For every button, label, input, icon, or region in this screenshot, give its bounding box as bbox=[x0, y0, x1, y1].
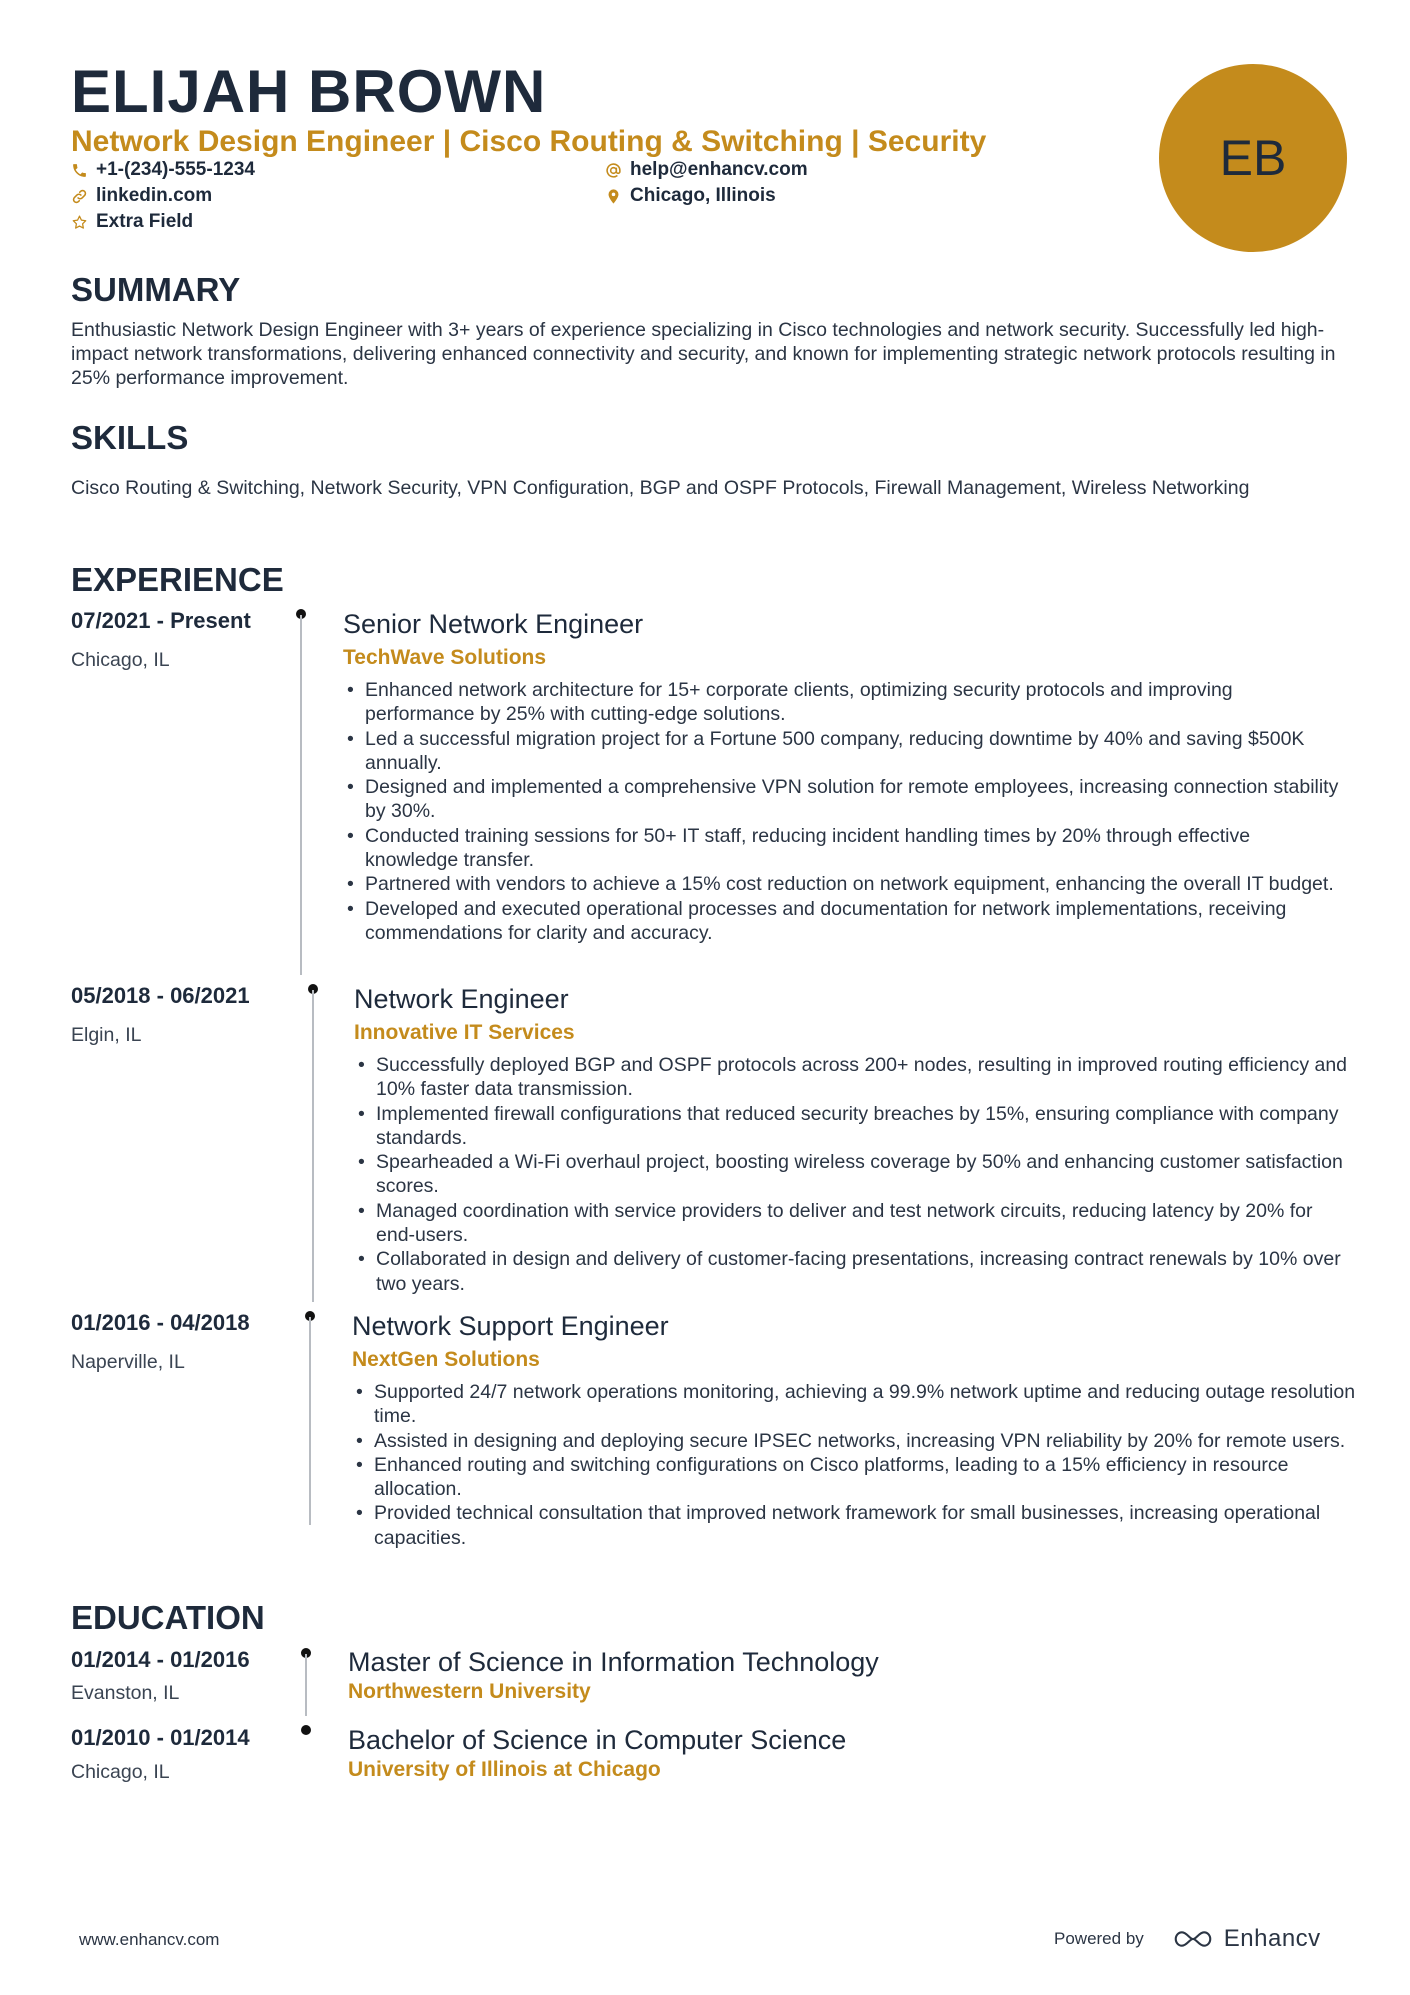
experience-heading: EXPERIENCE bbox=[71, 561, 284, 598]
star-icon bbox=[71, 214, 88, 231]
timeline-line bbox=[305, 1654, 307, 1716]
location-text: Chicago, Illinois bbox=[630, 185, 776, 206]
job-1-bullets bbox=[343, 678, 1343, 945]
edu-1-degree: Master of Science in Information Technology bbox=[348, 1647, 879, 1677]
edu-1-school: Northwestern University bbox=[348, 1680, 591, 1703]
edu-1-dates: 01/2014 - 01/2016 bbox=[71, 1647, 250, 1672]
list-item: • Successfully deployed BGP and OSPF protocols across 200+ nodes, resulting in improved routing efficiency and 10% faster data transmission. bbox=[354, 1053, 1354, 1102]
edu-1-location: Evanston, IL bbox=[71, 1682, 180, 1704]
list-item: • Supported 24/7 network operations monitoring, achieving a 99.9% network uptime and reducing outage resolution time. bbox=[352, 1380, 1362, 1429]
list-item: • Partnered with vendors to achieve a 15% cost reduction on network equipment, enhancing the overall IT budget. bbox=[343, 872, 1343, 896]
link-icon bbox=[71, 188, 88, 205]
job-2-location: Elgin, IL bbox=[71, 1024, 142, 1046]
enhancv-brand: Enhancv bbox=[1223, 1925, 1321, 1952]
education-heading: EDUCATION bbox=[71, 1599, 265, 1636]
contact-email bbox=[605, 158, 808, 182]
list-item: • Assisted in designing and deploying secure IPSEC networks, increasing VPN reliability by 20% for remote users. bbox=[352, 1429, 1362, 1453]
contact-extra bbox=[71, 210, 193, 234]
phone-text: +1-(234)-555-1234 bbox=[96, 159, 255, 180]
list-item: • Enhanced network architecture for 15+ corporate clients, optimizing security protocols and improving performance by 25% with cutting-edge solutions. bbox=[343, 678, 1343, 727]
job-1-dates: 07/2021 - Present bbox=[71, 608, 251, 633]
job-2-company: Innovative IT Services bbox=[354, 1021, 575, 1044]
timeline-line bbox=[309, 1317, 311, 1525]
timeline-line bbox=[312, 990, 314, 1302]
list-item: • Implemented firewall configurations that reduced security breaches by 15%, ensuring compliance with company standards. bbox=[354, 1102, 1354, 1151]
list-item: • Designed and implemented a comprehensive VPN solution for remote employees, increasing connection stability by 30%. bbox=[343, 775, 1343, 824]
avatar-initials: EB bbox=[1219, 130, 1287, 186]
job-2-bullets bbox=[354, 1053, 1354, 1296]
job-2-role: Network Engineer bbox=[354, 984, 569, 1014]
list-item: • Conducted training sessions for 50+ IT staff, reducing incident handling times by 20% through effective knowledge transfer. bbox=[343, 824, 1343, 873]
at-icon bbox=[605, 162, 622, 179]
timeline-line bbox=[300, 615, 302, 975]
phone-icon bbox=[71, 162, 88, 179]
email-text: help@enhancv.com bbox=[630, 159, 808, 180]
skills-text: Cisco Routing & Switching, Network Security, VPN Configuration, BGP and OSPF Protocols, Firewall Management, Wireless Networking bbox=[71, 477, 1250, 499]
contact-phone bbox=[71, 158, 255, 182]
job-1-location: Chicago, IL bbox=[71, 649, 170, 671]
footer-powered-by bbox=[1054, 1925, 1321, 1953]
list-item: • Led a successful migration project for a Fortune 500 company, reducing downtime by 40% and saving $500K annually. bbox=[343, 727, 1343, 776]
list-item: • Provided technical consultation that improved network framework for small businesses, increasing operational capacities. bbox=[352, 1501, 1362, 1550]
extra-field-text: Extra Field bbox=[96, 211, 194, 232]
linkedin-text: linkedin.com bbox=[96, 185, 213, 206]
contact-location bbox=[605, 184, 776, 208]
edu-2-dates: 01/2010 - 01/2014 bbox=[71, 1725, 250, 1750]
edu-2-school: University of Illinois at Chicago bbox=[348, 1758, 661, 1781]
job-3-dates: 01/2016 - 04/2018 bbox=[71, 1310, 250, 1335]
job-3-role: Network Support Engineer bbox=[352, 1311, 669, 1341]
job-2-dates: 05/2018 - 06/2021 bbox=[71, 983, 250, 1008]
job-3-bullets bbox=[352, 1380, 1362, 1550]
job-3-company: NextGen Solutions bbox=[352, 1348, 540, 1371]
location-pin-icon bbox=[605, 188, 622, 205]
summary-text: Enthusiastic Network Design Engineer with 3+ years of experience specializing in Cisco technologies and network security. Successfully led high-impact network transformations, delivering enhanced connectivity and security, and known for implementing strategic network protocols resulting in 25% performance improvement. bbox=[71, 319, 1336, 389]
list-item: • Collaborated in design and delivery of customer-facing presentations, increasing contract renewals by 10% over two years. bbox=[354, 1247, 1354, 1296]
list-item: • Managed coordination with service providers to deliver and test network circuits, reducing latency by 20% for end-users. bbox=[354, 1199, 1354, 1248]
list-item: • Spearheaded a Wi-Fi overhaul project, boosting wireless coverage by 50% and enhancing customer satisfaction scores. bbox=[354, 1150, 1354, 1199]
edu-2-degree: Bachelor of Science in Computer Science bbox=[348, 1725, 847, 1755]
job-3-location: Naperville, IL bbox=[71, 1351, 185, 1373]
list-item: • Enhanced routing and switching configurations on Cisco platforms, leading to a 15% efficiency in resource allocation. bbox=[352, 1453, 1362, 1502]
list-item: • Developed and executed operational processes and documentation for network implementations, receiving commendations for clarity and accuracy. bbox=[343, 897, 1343, 946]
job-1-role: Senior Network Engineer bbox=[343, 609, 644, 639]
avatar bbox=[1159, 64, 1347, 252]
enhancv-logo-icon bbox=[1170, 1927, 1216, 1951]
timeline-dot bbox=[301, 1725, 311, 1735]
powered-by-label: Powered by bbox=[1054, 1929, 1144, 1948]
job-1-company: TechWave Solutions bbox=[343, 646, 547, 669]
footer-website[interactable]: www.enhancv.com bbox=[79, 1930, 220, 1949]
candidate-tagline: Network Design Engineer | Cisco Routing & Switching | Security bbox=[71, 125, 987, 158]
edu-2-location: Chicago, IL bbox=[71, 1761, 170, 1783]
candidate-name: ELIJAH BROWN bbox=[71, 58, 547, 125]
skills-heading: SKILLS bbox=[71, 419, 189, 456]
contact-linkedin bbox=[71, 184, 212, 208]
summary-heading: SUMMARY bbox=[71, 271, 241, 308]
